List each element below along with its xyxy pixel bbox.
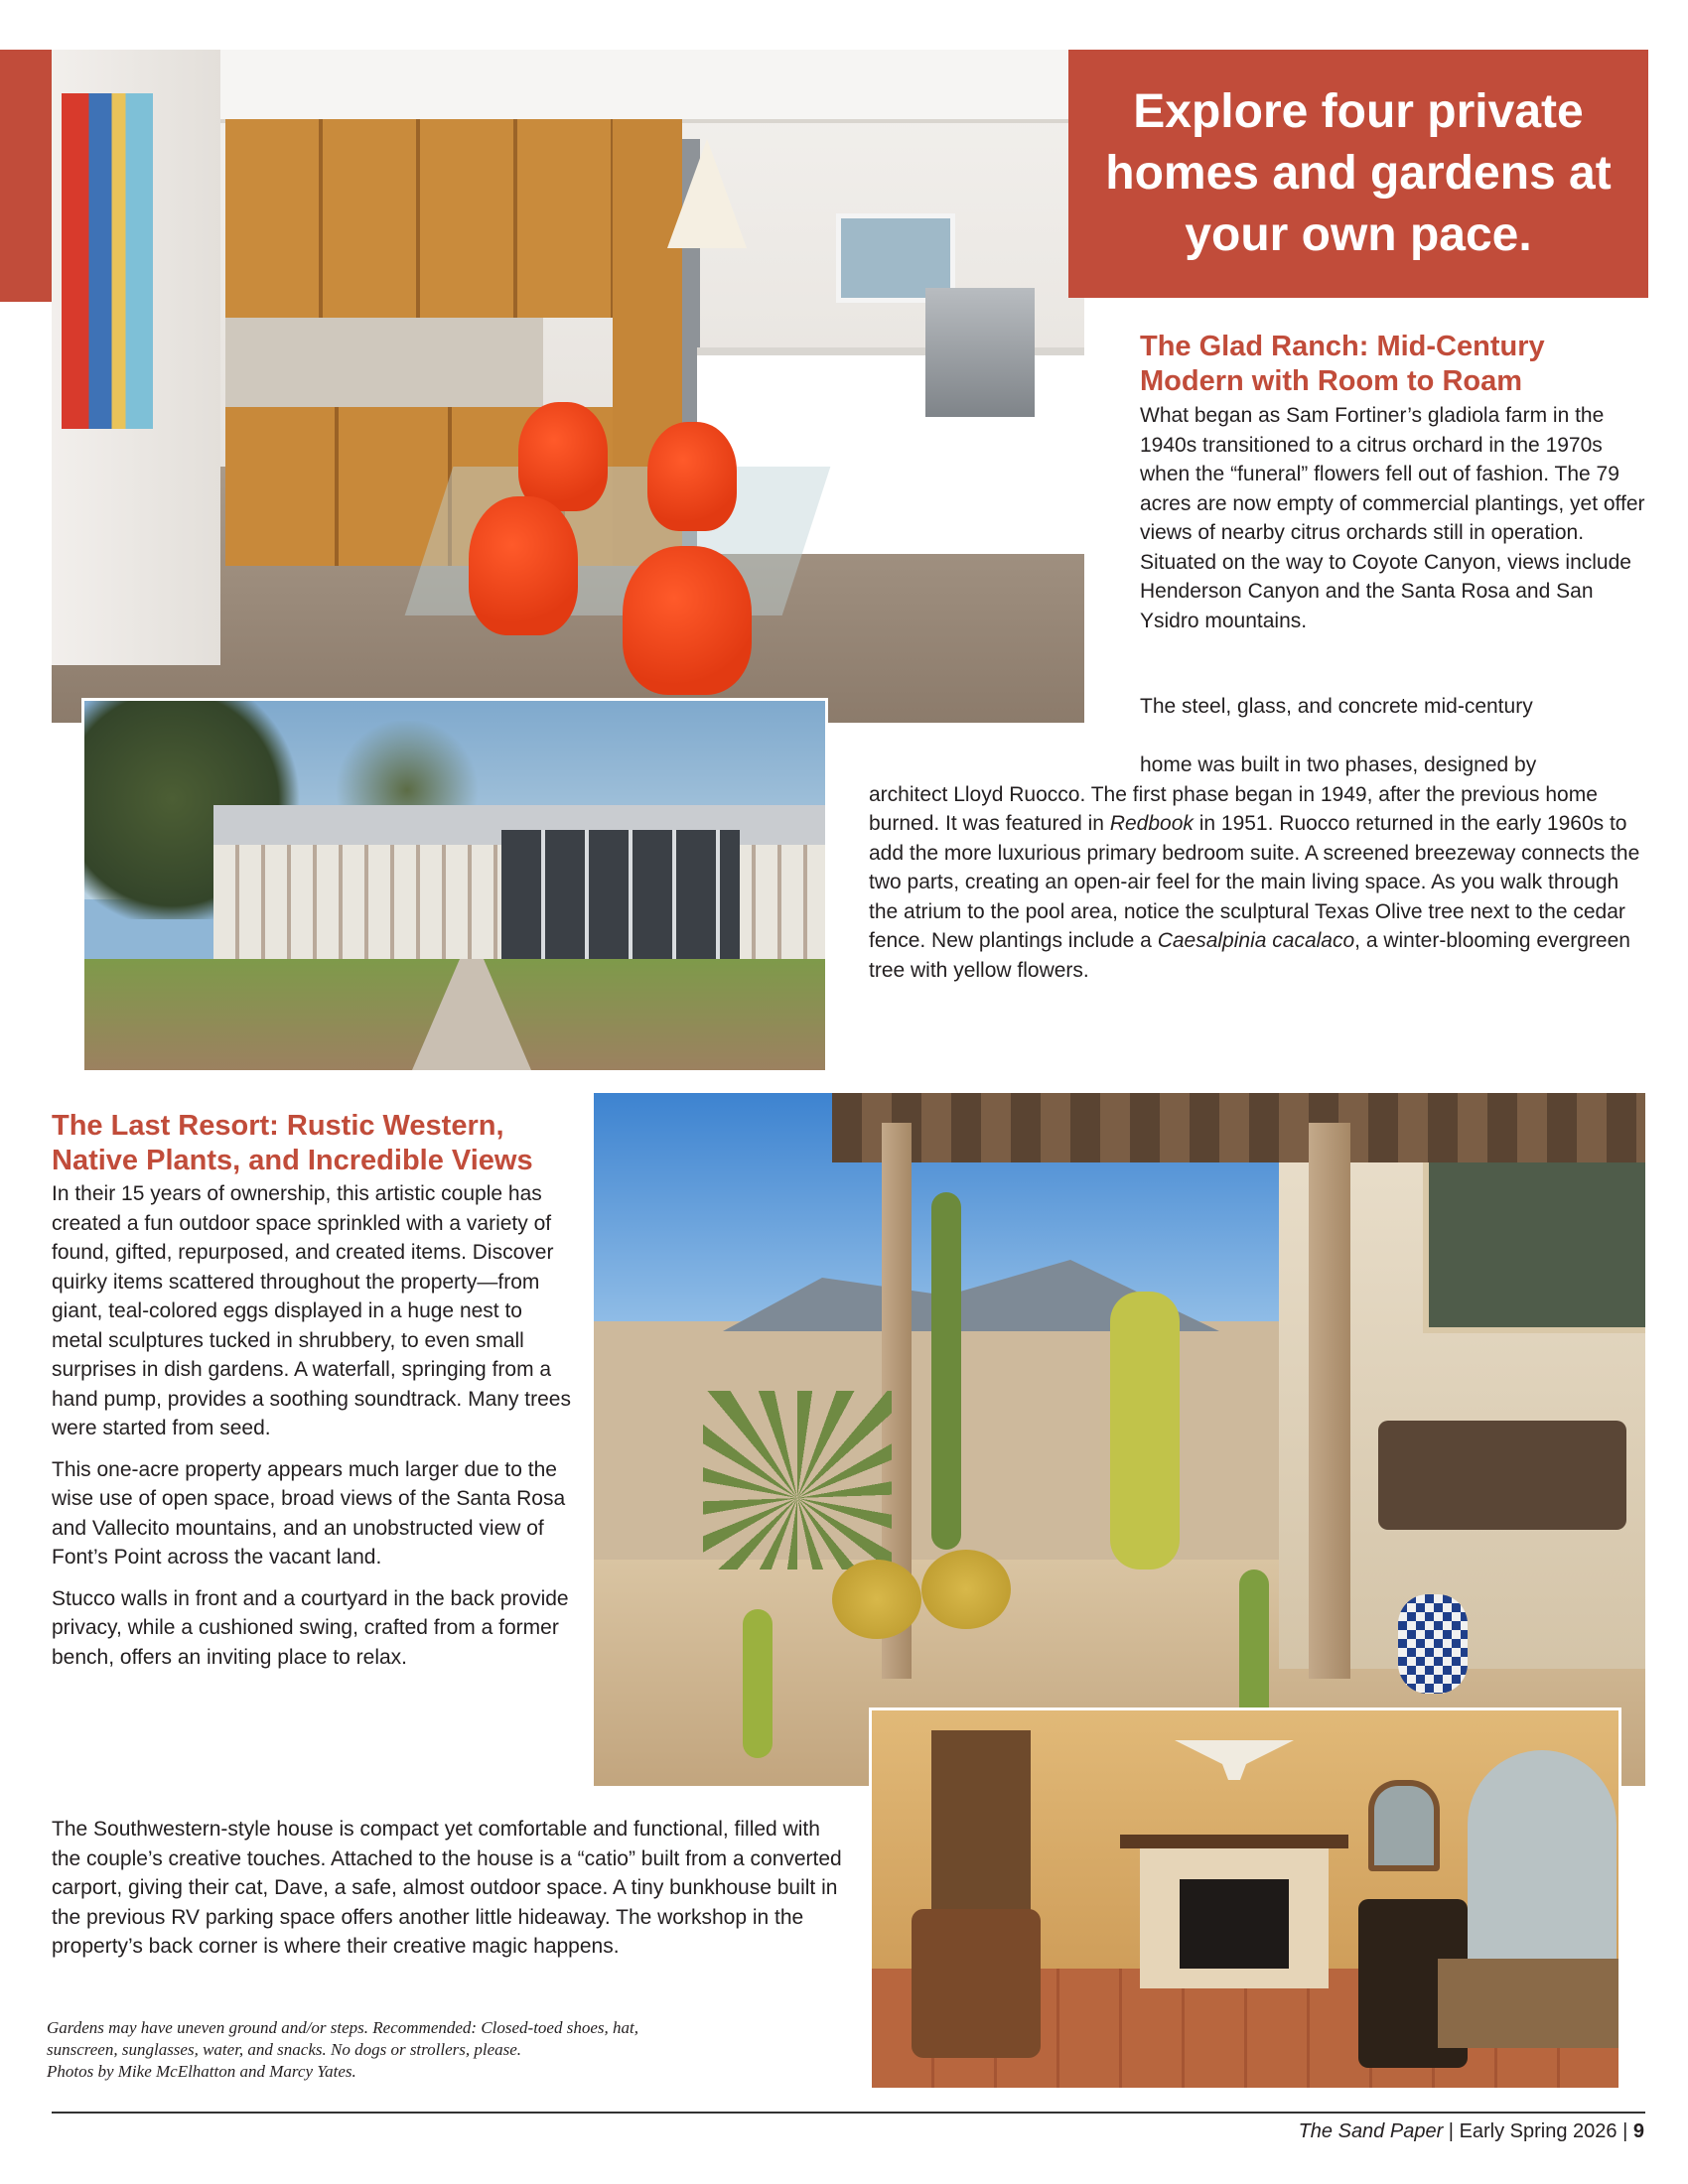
backsplash <box>225 318 543 407</box>
page-number: 9 <box>1632 2120 1644 2142</box>
text-run: architect Lloyd Ruocco. The first phase began in 1949, after the previous home burned. It was featured in <box>869 782 1598 835</box>
glad-ranch-title <box>1140 330 1636 399</box>
glad-ranch-paragraph-2-start <box>1140 692 1646 722</box>
title-line: Modern with Room to Roam <box>1140 365 1523 397</box>
plant-name: Caesalpinia cacalaco <box>1157 929 1355 952</box>
glad-ranch-exterior-photo <box>81 698 828 1073</box>
paragraph: Stucco walls in front and a courtyard in the back provide privacy, while a cushioned swing, crafted from a former bench, offers an inviting place to relax. <box>52 1586 569 1669</box>
last-resort-patio-photo <box>594 1093 1645 1786</box>
barrel-cactus <box>921 1550 1011 1629</box>
ceramic-stool <box>1398 1594 1468 1694</box>
wall-oven <box>925 288 1035 417</box>
upper-cabinets <box>225 119 613 318</box>
last-resort-title <box>52 1109 588 1178</box>
publication-name: The Sand Paper <box>1298 2120 1444 2142</box>
abstract-painting <box>62 93 153 429</box>
wood-beams <box>832 1093 1645 1162</box>
title-line: Native Plants, and Incredible Views <box>52 1145 533 1176</box>
kitchen-photo <box>52 50 1084 723</box>
headline-box <box>1068 50 1648 298</box>
red-chair <box>469 496 578 635</box>
paragraph-body <box>869 780 1648 986</box>
arched-doorway <box>1468 1750 1617 1988</box>
magazine-title: Redbook <box>1109 812 1194 835</box>
window <box>1423 1153 1645 1333</box>
separator: | <box>1622 2120 1628 2142</box>
accent-bar <box>0 50 52 302</box>
footnote <box>47 2017 821 2083</box>
dining-table <box>1438 1959 1618 2048</box>
prickly-pear-cactus <box>1110 1292 1180 1570</box>
wood-post <box>1309 1123 1350 1679</box>
footnote-line: Gardens may have uneven ground and/or steps. Recommended: Closed-toed shoes, hat, <box>47 2018 638 2037</box>
last-resort-paragraph-4 <box>52 1815 846 1974</box>
yucca-plant <box>703 1391 892 1570</box>
cactus <box>931 1192 961 1550</box>
page-footer <box>1299 2118 1644 2144</box>
red-chair <box>623 546 752 695</box>
red-chair <box>647 422 737 531</box>
armchair <box>912 1909 1041 2058</box>
headline: Explore four private homes and gardens at your own pace. <box>1105 85 1612 261</box>
paragraph: What began as Sam Fortiner’s gladiola farm in the 1940s transitioned to a citrus orchard in the 1970s when the “funeral” flowers fell out of fashion. The 79 acres are now empty of commercial plantings, yet offer views of nearby citrus orchards still in operation. Situated on the way to Coyote Canyon, views include Henderson Canyon and the Santa Rosa and San Ysidro mountains. <box>1140 404 1645 632</box>
mantel <box>1120 1835 1348 1848</box>
text-run: , a winter-blooming evergreen tree with yellow flowers. <box>869 929 1630 982</box>
last-resort-body <box>52 1179 573 1684</box>
issue-date: Early Spring 2026 <box>1459 2120 1618 2142</box>
cactus <box>743 1609 773 1758</box>
glad-ranch-paragraph-2 <box>869 751 1648 985</box>
glad-ranch-paragraph-1 <box>1140 401 1646 647</box>
paragraph: This one-acre property appears much larger due to the wise use of open space, broad views of the Santa Rosa and Vallecito mountains, and an unobstructed view of Font’s Point across the vacant land. <box>52 1457 566 1569</box>
title-line: The Glad Ranch: Mid-Century <box>1140 331 1545 362</box>
mirror <box>1368 1780 1440 1871</box>
paragraph: The Southwestern-style house is compact yet comfortable and functional, filled with the couple’s creative touches. Attached to the house is a “catio” built from a converted carport, giving their cat, Dave, a safe, almost outdoor space. A tiny bunkhouse built in the previous RV parking space offers another little hideaway. The workshop in the property’s back corner is where their creative magic happens. <box>52 1818 842 1958</box>
paragraph-line: home was built in two phases, designed by <box>1140 753 1537 776</box>
living-room-photo <box>869 1707 1621 2091</box>
red-chair <box>518 402 608 511</box>
paragraph-line: The steel, glass, and concrete mid-century <box>1140 695 1533 718</box>
porch-swing <box>1378 1421 1626 1530</box>
footnote-line: sunscreen, sunglasses, water, and snacks. No dogs or strollers, please. <box>47 2040 522 2059</box>
screened-breezeway <box>501 830 740 969</box>
title-line: The Last Resort: Rustic Western, <box>52 1110 504 1142</box>
footer-rule <box>52 2112 1645 2114</box>
text-run: in 1951. Ruocco returned in the early 1960s to add the more luxurious primary bedroom suite. A screened breezeway connects the two parts, creating an open-air feel for the main living space. As you walk through the atrium to the pool area, notice the sculptural Texas Olive tree next to the cedar fence. New plantings include a <box>869 812 1640 952</box>
separator: | <box>1448 2120 1454 2142</box>
barrel-cactus <box>832 1560 921 1639</box>
photo-credit: Photos by Mike McElhatton and Marcy Yates. <box>47 2062 356 2081</box>
firebox <box>1180 1879 1289 1969</box>
paragraph: In their 15 years of ownership, this artistic couple has created a fun outdoor space sprinkled with a variety of found, gifted, repurposed, and created items. Discover quirky items scattered throughout the property—from giant, teal-colored eggs displayed in a huge nest to metal sculptures tucked in shrubbery, to even small surprises in dish gardens. A waterfall, springing from a hand pump, provides a soothing soundtrack. Many trees were started from seed. <box>52 1182 571 1439</box>
